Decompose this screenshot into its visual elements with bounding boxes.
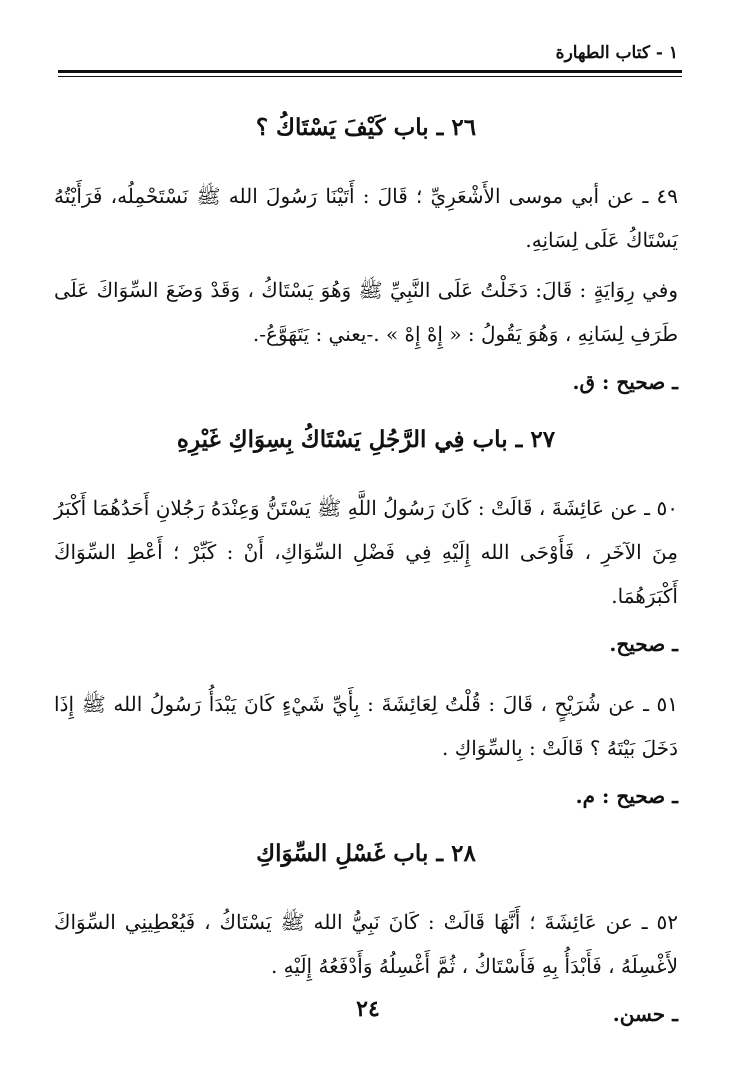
- page-content: [54, 108, 678, 1052]
- chapter-title-28: ٢٨ ـ باب غَسْلِ السِّوَاكِ: [256, 840, 476, 867]
- header-rule-thin: [58, 76, 682, 77]
- hadith-49-grade: ـ صحيح : ق.: [572, 370, 678, 394]
- chapter-title-26: ٢٦ ـ باب كَيْفَ يَسْتَاكُ ؟: [255, 114, 477, 141]
- hadith-49-riwaya: وفي رِوَايَةٍ : قَالَ: دَخَلْتُ عَلَى النَّبِيِّ ﷺ وَهُوَ يَسْتَاكُ ، وَقَدْ وَضَعَ السِّوَاكَ عَلَى طَرَفِ لِسَانِهِ ، وَهُوَ يَقُولُ : « إِهْ إِهْ » .-يعني : يَتَهَوَّعُ-.: [54, 278, 678, 346]
- hadith-51-grade: ـ صحيح : م.: [575, 784, 678, 808]
- hadith-52-text: ٥٢ ـ عن عَائِشَةَ ؛ أَنَّهَا قَالَتْ : كَانَ نَبِيُّ الله ﷺ يَسْتَاكُ ، فَيُعْطِينِي السِّوَاكَ لأَغْسِلَهُ ، فَأَبْدَأُ بِهِ فَأَسْتَاكُ ، ثُمَّ أَغْسِلُهُ وَأَدْفَعُهُ إِلَيْهِ .: [54, 910, 678, 978]
- running-header: ١ - كتاب الطهارة: [555, 43, 678, 63]
- hadith-50-grade: ـ صحيح.: [609, 632, 678, 656]
- header-rule-thick: [58, 70, 682, 73]
- page-number: ٢٤: [356, 996, 380, 1022]
- hadith-52-grade: ـ حسن.: [612, 1002, 678, 1026]
- hadith-50-text: ٥٠ ـ عن عَائِشَةَ ، قَالَتْ : كَانَ رَسُولُ اللَّهِ ﷺ يَسْتَنُّ وَعِنْدَهُ رَجُلانِ أَحَدُهُمَا أَكْبَرُ مِنَ الآخَرِ ، فَأَوْحَى الله إِلَيْهِ فِي فَضْلِ السِّوَاكِ، أَنْ : كَبِّرْ ؛ أَعْطِ السِّوَاكَ أَكْبَرَهُمَا.: [54, 496, 678, 608]
- hadith-51-text: ٥١ ـ عن شُرَيْحٍ ، قَالَ : قُلْتُ لِعَائِشَةَ : بِأَيِّ شَيْءٍ كَانَ يَبْدَأُ رَسُولُ الله ﷺ إِذَا دَخَلَ بَيْتَهُ ؟ قَالَتْ : بِالسِّوَاكِ .: [54, 692, 678, 760]
- chapter-title-27: ٢٧ ـ باب فِي الرَّجُلِ يَسْتَاكُ بِسِوَاكِ غَيْرِهِ: [176, 426, 556, 453]
- hadith-49-text: ٤٩ ـ عن أبي موسى الأَشْعَرِيِّ ؛ قَالَ : أَتَيْنَا رَسُولَ الله ﷺ نَسْتَحْمِلُه، فَرَأَيْتُهُ يَسْتَاكُ عَلَى لِسَانِهِ.: [54, 184, 678, 252]
